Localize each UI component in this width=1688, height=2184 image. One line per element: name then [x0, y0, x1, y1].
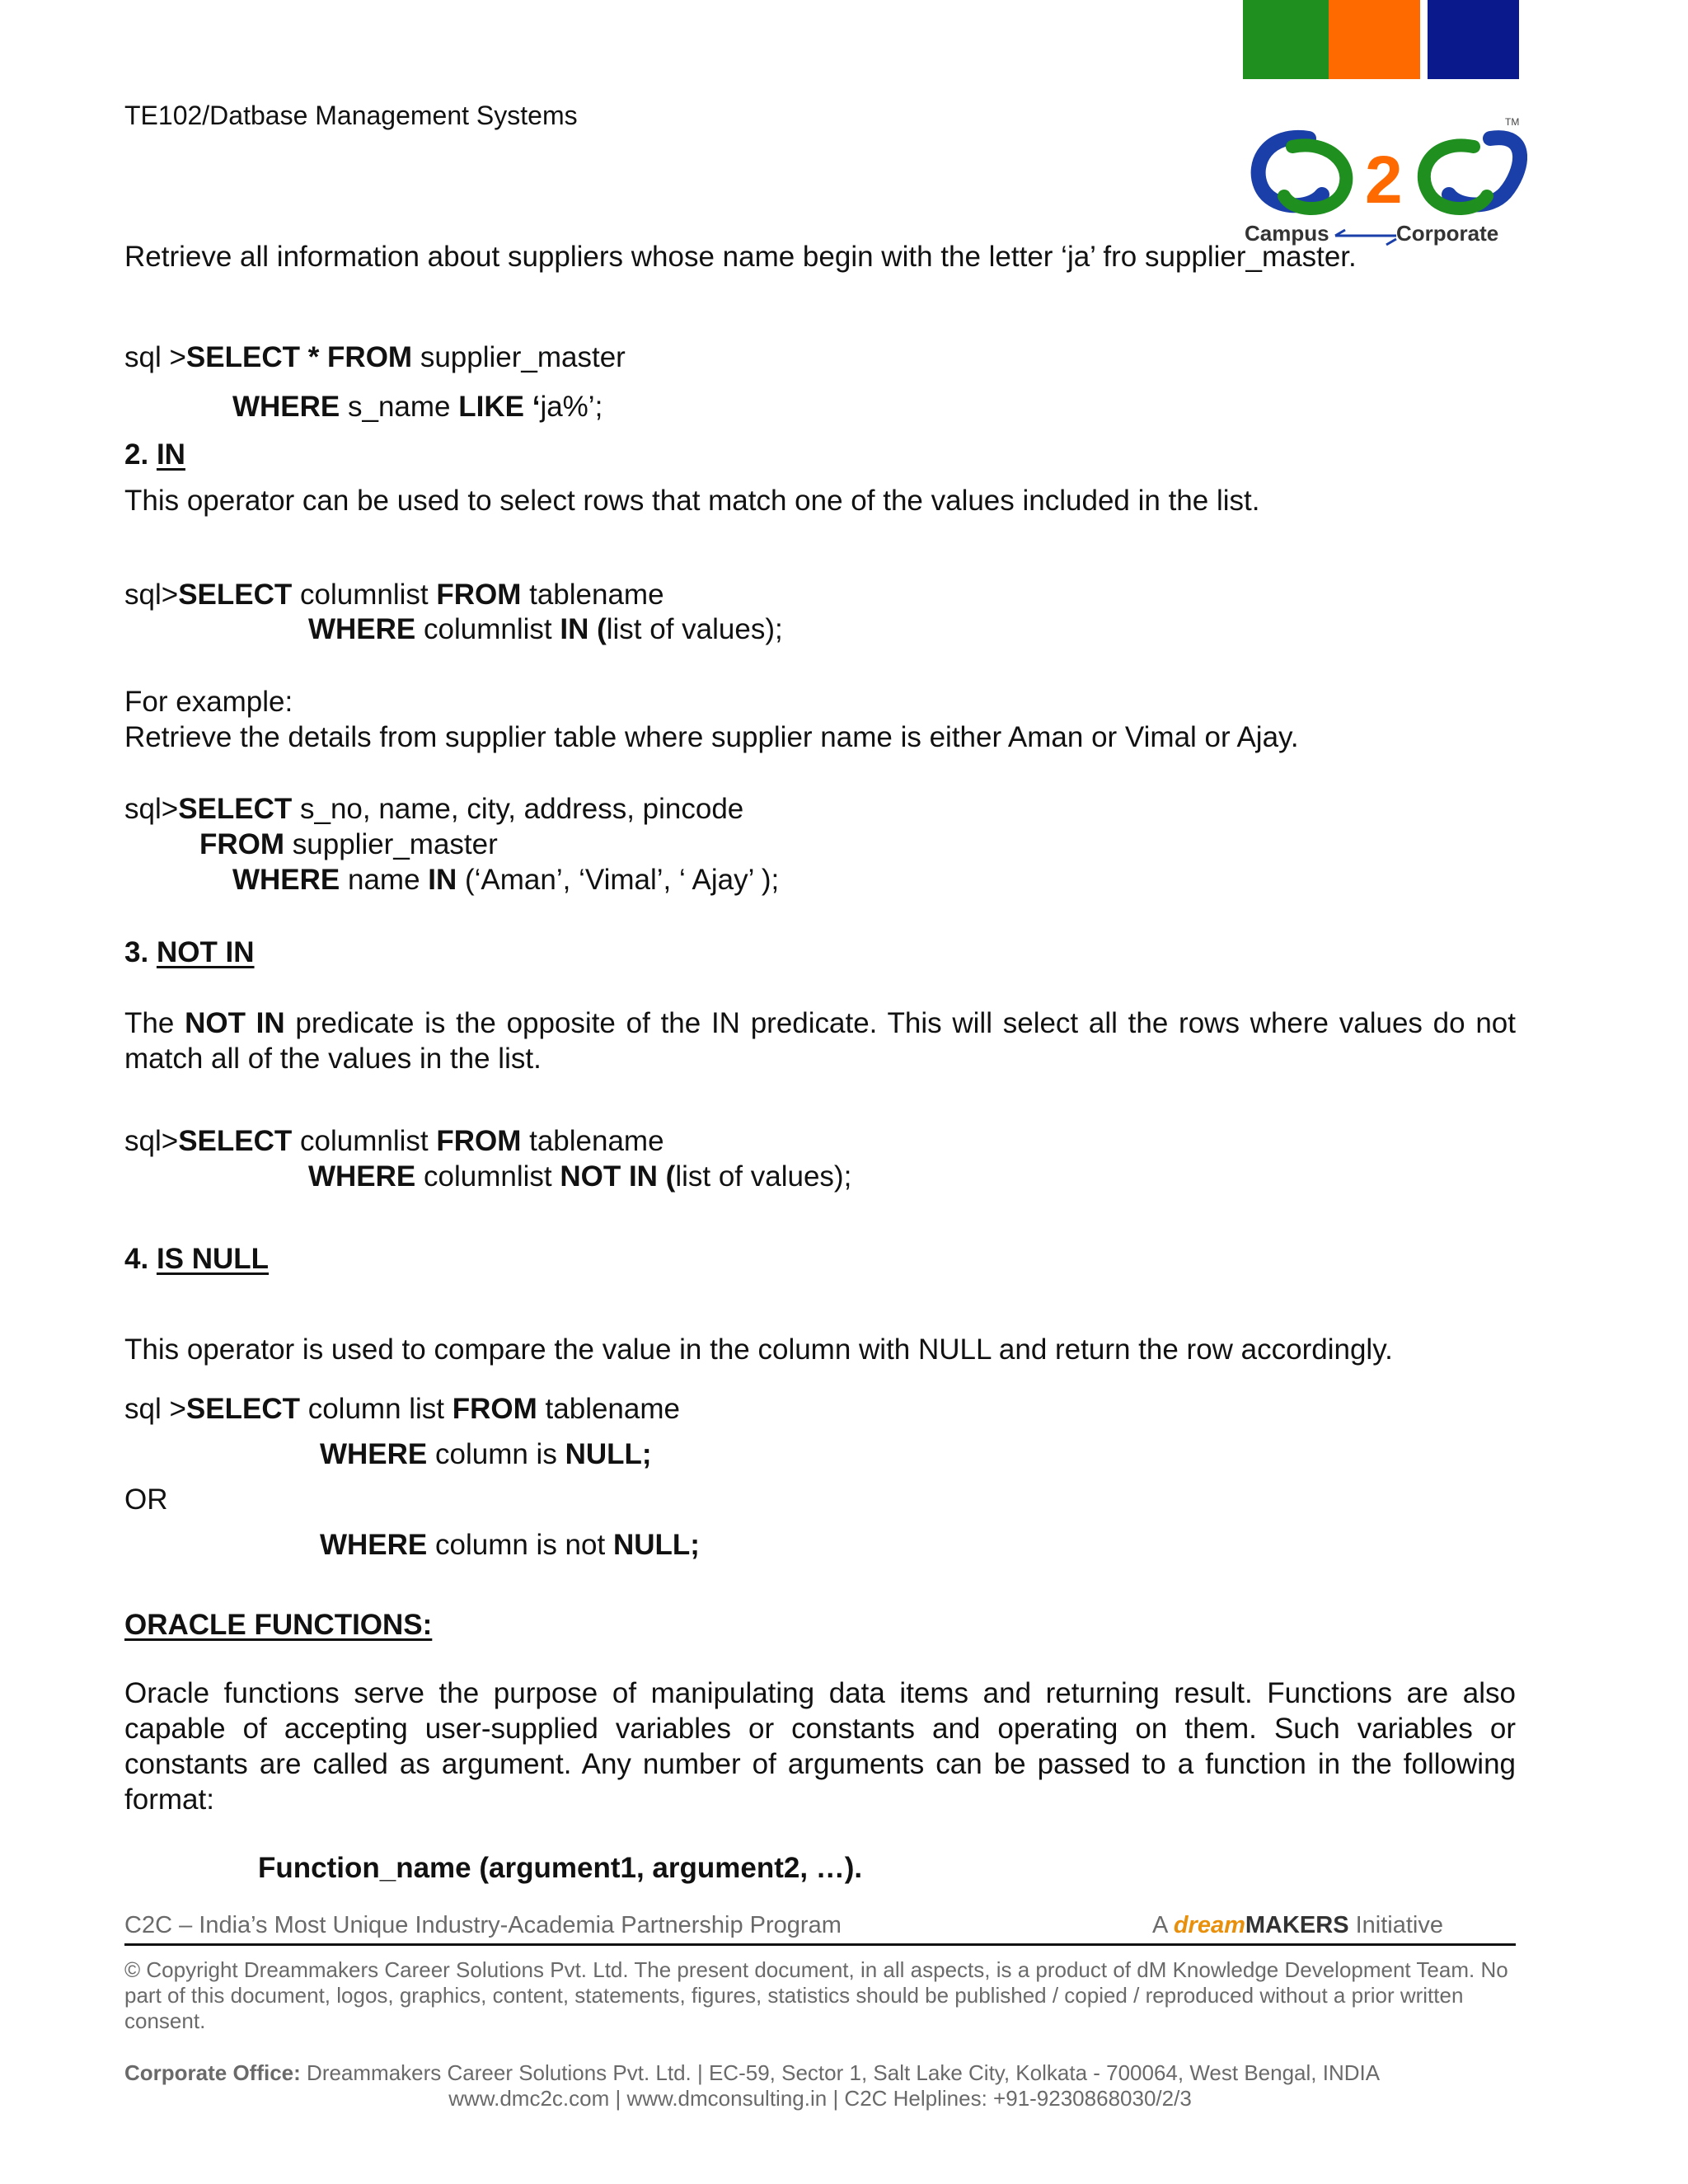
footer-tagline: C2C – India’s Most Unique Industry-Academia Partnership Program	[124, 1912, 842, 1938]
trademark-mark: TM	[1505, 116, 1520, 128]
in-example-line-3: WHERE name IN (‘Aman’, ‘Vimal’, ‘ Ajay’ );	[232, 864, 780, 896]
oracle-functions-description: Oracle functions serve the purpose of manipulating data items and returning result. Functions are also capable of accepting user-supplied variables or constants and operating on them. Such variables or constants are called as argument. Any number of arguments can be passed to a function in the following format:	[124, 1677, 1516, 1816]
like-intro-text: Retrieve all information about suppliers whose name begin with the letter ‘ja’ fro supplier_master.	[124, 241, 1357, 273]
section-heading-is-null: 4. IS NULL	[124, 1243, 270, 1275]
navy-brand-block	[1428, 0, 1519, 79]
in-example-line-2: FROM supplier_master	[199, 828, 498, 860]
is-null-syntax-line-1: sql >SELECT column list FROM tablename	[124, 1393, 680, 1425]
like-code-line-1: sql >SELECT * FROM supplier_master	[124, 341, 626, 373]
is-null-description: This operator is used to compare the value in the column with NULL and return the row accordingly.	[124, 1333, 1393, 1366]
footer-divider	[124, 1943, 1516, 1946]
is-null-syntax-line-2: WHERE column is NULL;	[320, 1438, 652, 1470]
is-null-or-label: OR	[124, 1483, 168, 1516]
footer-office: Corporate Office: Dreammakers Career Solutions Pvt. Ltd. | EC-59, Sector 1, Salt Lake City, Kolkata - 700064, West Bengal, INDIA	[124, 2060, 1381, 2085]
not-in-description: The NOT IN predicate is the opposite of the IN predicate. This will select all the rows where values do not match all of the values in the list.	[124, 1007, 1516, 1075]
footer-copyright: © Copyright Dreammakers Career Solutions Pvt. Ltd. The present document, in all aspects, is a product of dM Knowledge Development Team. No part of this document, logos, graphics, content, statements, figures, statistics should be published / copied / reproduced without a prior written consent.	[124, 1957, 1508, 2033]
orange-brand-block	[1329, 0, 1420, 79]
c2c-logo	[1243, 114, 1527, 247]
c2c-logo-graphic	[1243, 114, 1527, 247]
section-heading-in: 2. IN	[124, 438, 185, 471]
footer-initiative: A dreamMAKERS Initiative	[1152, 1912, 1443, 1938]
section-heading-oracle-functions: ORACLE FUNCTIONS:	[124, 1609, 433, 1641]
in-example-line-1: sql>SELECT s_no, name, city, address, pincode	[124, 793, 744, 825]
in-syntax-line-2: WHERE columnlist IN (list of values);	[308, 613, 783, 645]
in-syntax-line-1: sql>SELECT columnlist FROM tablename	[124, 579, 664, 611]
section-heading-not-in: 3. NOT IN	[124, 936, 255, 968]
function-format: Function_name (argument1, argument2, …).	[258, 1852, 863, 1884]
like-code-line-2: WHERE s_name LIKE ‘ja%’;	[232, 391, 603, 423]
not-in-syntax-line-2: WHERE columnlist NOT IN (list of values);	[308, 1160, 852, 1193]
course-title: TE102/Datbase Management Systems	[124, 101, 578, 130]
logo-word-campus: Campus	[1245, 221, 1329, 246]
in-example-label: For example:	[124, 686, 293, 718]
logo-word-corporate: Corporate	[1396, 221, 1499, 246]
footer-contact: www.dmc2c.com | www.dmconsulting.in | C2C Helplines: +91-9230868030/2/3	[448, 2086, 1192, 2111]
dream-wordmark: dream	[1173, 1912, 1245, 1938]
is-null-syntax-line-3: WHERE column is not NULL;	[320, 1529, 700, 1561]
svg-text:2: 2	[1365, 143, 1403, 218]
not-in-syntax-line-1: sql>SELECT columnlist FROM tablename	[124, 1125, 664, 1157]
green-brand-block	[1243, 0, 1334, 79]
in-description: This operator can be used to select rows that match one of the values included in the list.	[124, 485, 1260, 517]
makers-wordmark: MAKERS	[1245, 1912, 1349, 1938]
in-example-text: Retrieve the details from supplier table where supplier name is either Aman or Vimal or Ajay.	[124, 721, 1299, 753]
